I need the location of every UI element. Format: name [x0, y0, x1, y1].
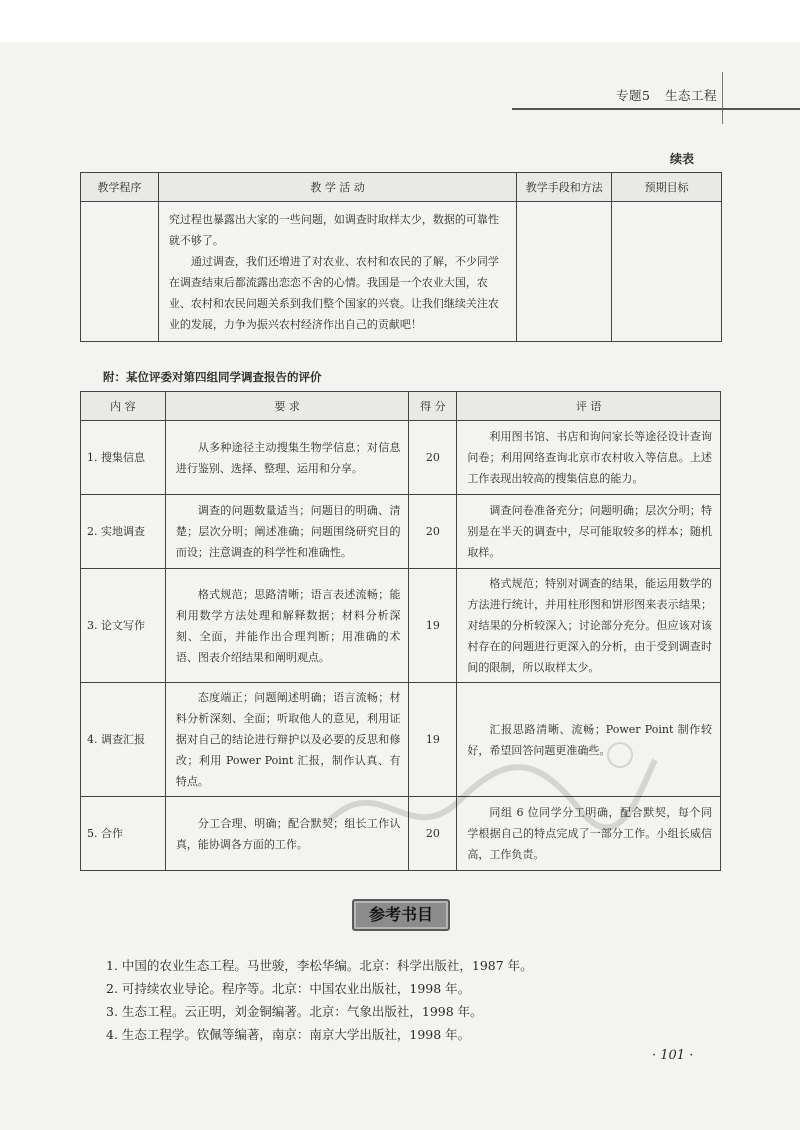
- score-cell: 19: [409, 683, 457, 797]
- comment-text: 调查问卷准备充分；问题明确；层次分明；特别是在半天的调查中，尽可能取较多的样本；随机取样。: [467, 504, 712, 559]
- header-topic: 专题5: [616, 88, 651, 103]
- item-name: 4. 调查汇报: [81, 683, 166, 797]
- item-name: 1. 搜集信息: [81, 421, 166, 495]
- requirement-cell: [165, 569, 409, 683]
- header-cell: 评 语: [457, 392, 721, 421]
- comment-text: 利用图书馆、书店和询问家长等途径设计查询问卷；利用网络查询北京市农村收入等信息。上述工作表现出较高的搜集信息的能力。: [467, 430, 712, 485]
- requirement-cell: [165, 495, 409, 569]
- header-cell: 教学手段和方法: [517, 173, 612, 202]
- watermark-graphic: [320, 730, 660, 860]
- table-row: [81, 421, 721, 495]
- requirement-text: 态度端正；问题阐述明确；语言流畅；材料分析深刻、全面；听取他人的意见，利用证据对自己的结论进行辩护以及必要的反思和修改；利用 Power Point 汇报，制作认真、有特点。: [175, 691, 401, 788]
- empty-cell: [517, 202, 612, 342]
- page-number: · 101 ·: [652, 1048, 694, 1063]
- comment-cell: [457, 495, 721, 569]
- list-item: 1. 中国的农业生态工程。马世骏，李松华编。北京：科学出版社，1987 年。: [106, 958, 533, 973]
- list-item: 3. 生态工程。云正明，刘金铜编著。北京：气象出版社，1998 年。: [106, 1004, 483, 1019]
- bibliography-title: 参考书目: [352, 899, 450, 931]
- running-header: [616, 86, 717, 104]
- header-cell: 内 容: [81, 392, 166, 421]
- comment-text: 同组 6 位同学分工明确，配合默契，每个同学根据自己的特点完成了一部分工作。小组长威信高，工作负责。: [467, 806, 712, 861]
- table-row: [81, 495, 721, 569]
- header-cell: 要 求: [165, 392, 409, 421]
- score-cell: 20: [409, 421, 457, 495]
- appendix-title: 附：某位评委对第四组同学调查报告的评价: [103, 370, 322, 384]
- requirement-text: 从多种途径主动搜集生物学信息；对信息进行鉴别、选择、整理、运用和分享。: [175, 440, 401, 475]
- item-name: 5. 合作: [81, 797, 166, 871]
- table-header-row: [81, 173, 722, 202]
- requirement-text: 分工合理、明确；配合默契；组长工作认真，能协调各方面的工作。: [175, 816, 401, 851]
- header-cell: 预期目标: [612, 173, 722, 202]
- list-item: 2. 可持续农业导论。程序等。北京：中国农业出版社，1998 年。: [106, 981, 471, 996]
- header-cell: 教学程序: [81, 173, 159, 202]
- table-header-row: [81, 392, 721, 421]
- header-divider-vertical: [722, 72, 723, 124]
- comment-cell: [457, 569, 721, 683]
- comment-text: 格式规范；特别对调查的结果，能运用数学的方法进行统计，并用柱形图和饼形图来表示结果；对结果的分析较深入；讨论部分充分。但应该对该村存在的问题进行更深入的分析，由于受到调查时间的限制，所以取样太少。: [467, 577, 712, 674]
- activity-paragraph: 通过调查，我们还增进了对农业、农村和农民的了解，不少同学在调查结束后都流露出恋恋不舍的心情。我国是一个农业大国，农业、农村和农民问题关系到我们整个国家的兴衰。让我们继续关注农业的发展，力争为振兴农村经济作出自己的贡献吧！: [168, 254, 499, 331]
- empty-cell: [612, 202, 722, 342]
- comment-text: 汇报思路清晰、流畅；Power Point 制作较好，希望回答问题更准确些。: [467, 722, 712, 757]
- item-name: 2. 实地调查: [81, 495, 166, 569]
- list-item: 4. 生态工程学。钦佩等编著，南京：南京大学出版社，1998 年。: [106, 1027, 471, 1042]
- bibliography-list: [106, 954, 533, 1046]
- empty-cell: [81, 202, 159, 342]
- score-cell: 19: [409, 569, 457, 683]
- table-row: [81, 569, 721, 683]
- item-name: 3. 论文写作: [81, 569, 166, 683]
- header-topic-name: 生态工程: [664, 88, 717, 103]
- comment-cell: [457, 421, 721, 495]
- score-cell: 20: [409, 797, 457, 871]
- lesson-table: [80, 172, 722, 342]
- activity-cell: [158, 202, 516, 342]
- table-row: [81, 202, 722, 342]
- header-cell: 教 学 活 动: [158, 173, 516, 202]
- requirement-text: 格式规范；思路清晰；语言表述流畅；能利用数学方法处理和解释数据；材料分析深刻、全面，并能作出合理判断；用准确的术语、图表介绍结果和阐明观点。: [175, 587, 401, 664]
- score-cell: 20: [409, 495, 457, 569]
- activity-paragraph: 究过程也暴露出大家的一些问题，如调查时取样太少，数据的可靠性就不够了。: [168, 212, 499, 247]
- requirement-text: 调查的问题数量适当；问题目的明确、清楚；层次分明；阐述准确；问题围绕研究目的而设；注意调查的科学性和准确性。: [175, 504, 401, 559]
- continued-label: 续表: [670, 152, 695, 166]
- header-cell: 得 分: [409, 392, 457, 421]
- requirement-cell: [165, 421, 409, 495]
- header-rule: [512, 108, 800, 110]
